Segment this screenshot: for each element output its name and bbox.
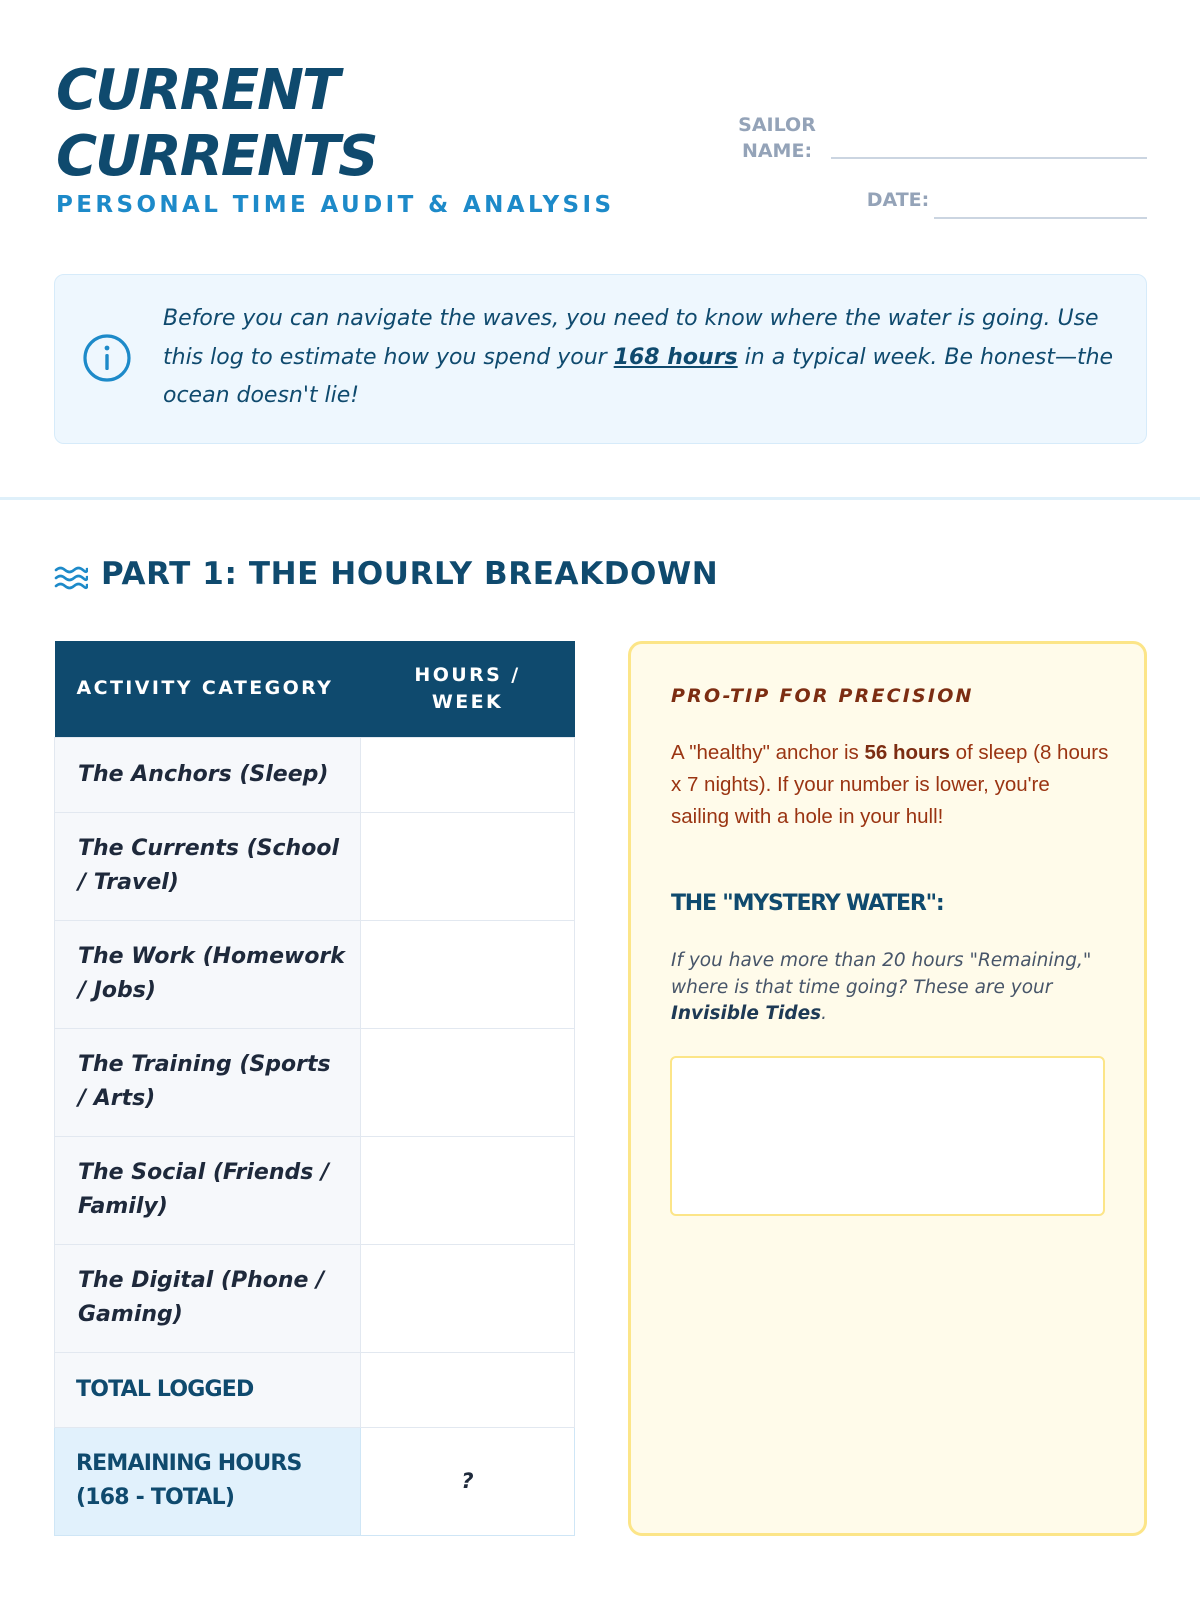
info-icon: [82, 333, 132, 383]
table-row: [55, 737, 575, 812]
intro-text-end: in a typical week. Be honest—the ocean doesn't lie!: [163, 344, 1114, 408]
total-input-cell[interactable]: [361, 1352, 575, 1427]
remaining-value: ?: [361, 1427, 575, 1535]
mystery-water-answer-box[interactable]: [670, 1056, 1105, 1216]
tip-text-bold: 56 hours: [864, 741, 950, 764]
part1-title: PART 1: THE HOURLY BREAKDOWN: [101, 556, 719, 592]
mystery-text-bold: Invisible Tides: [671, 1003, 822, 1024]
mystery-water-text: [671, 948, 1111, 1028]
pro-tip-text: [671, 737, 1111, 833]
row-label: The Work (Homework / Jobs): [55, 920, 361, 1028]
row-label: The Social (Friends / Family): [55, 1136, 361, 1244]
table-row: [55, 1136, 575, 1244]
hours-input-cell[interactable]: [361, 737, 575, 812]
total-row: [55, 1352, 575, 1427]
section-divider: [0, 497, 1200, 500]
col-hours-week: [361, 641, 575, 737]
intro-text: [163, 300, 1123, 416]
date-label: DATE:: [866, 189, 930, 211]
col-hours-line2: WEEK: [431, 690, 504, 713]
total-label: TOTAL LOGGED: [55, 1352, 361, 1427]
row-label: The Training (Sports / Arts): [55, 1028, 361, 1136]
mystery-text-start: If you have more than 20 hours "Remaining," where is that time going? These are your: [671, 950, 1092, 998]
hours-input-cell[interactable]: [361, 920, 575, 1028]
sailor-name-label: [735, 112, 819, 164]
sailor-label-line1: SAILOR: [738, 114, 816, 136]
col-activity-category: ACTIVITY CATEGORY: [55, 641, 361, 737]
title-block: [56, 58, 614, 218]
hours-input-cell[interactable]: [361, 1136, 575, 1244]
tip-text-start: A "healthy" anchor is: [671, 741, 865, 764]
tip-text-end: of sleep (8 hours x 7 nights). If your number is lower, you're sailing with a hole in your hull!: [671, 741, 1109, 828]
mystery-water-heading: THE "MYSTERY WATER":: [671, 891, 944, 916]
col-hours-line1: HOURS /: [414, 663, 521, 686]
remaining-label: REMAINING HOURS (168 - TOTAL): [55, 1427, 361, 1535]
sailor-name-field[interactable]: [831, 157, 1147, 159]
mystery-text-end: .: [821, 1003, 828, 1024]
hourly-breakdown-table: [54, 641, 575, 1536]
row-label: The Currents (School / Travel): [55, 812, 361, 920]
intro-highlight: 168 hours: [613, 344, 738, 370]
hours-input-cell[interactable]: [361, 1244, 575, 1352]
intro-text-start: Before you can navigate the waves, you need to know where the water is going. Use this log to estimate how you spend your: [163, 306, 1099, 370]
waves-icon: [54, 565, 88, 591]
hours-input-cell[interactable]: [361, 812, 575, 920]
table-row: [55, 1028, 575, 1136]
date-field[interactable]: [934, 217, 1147, 219]
remaining-row: [55, 1427, 575, 1535]
table-row: [55, 920, 575, 1028]
table-row: [55, 1244, 575, 1352]
sailor-label-line2: NAME:: [741, 140, 813, 162]
table-header-row: [55, 641, 575, 737]
page-title-line2: CURRENTS: [56, 124, 377, 189]
hours-input-cell[interactable]: [361, 1028, 575, 1136]
row-label: The Digital (Phone / Gaming): [55, 1244, 361, 1352]
page-subtitle: PERSONAL TIME AUDIT & ANALYSIS: [56, 192, 615, 218]
page-title-line1: CURRENT: [56, 58, 339, 123]
pro-tip-heading: PRO-TIP FOR PRECISION: [671, 685, 974, 707]
row-label: The Anchors (Sleep): [55, 737, 361, 812]
table-row: [55, 812, 575, 920]
